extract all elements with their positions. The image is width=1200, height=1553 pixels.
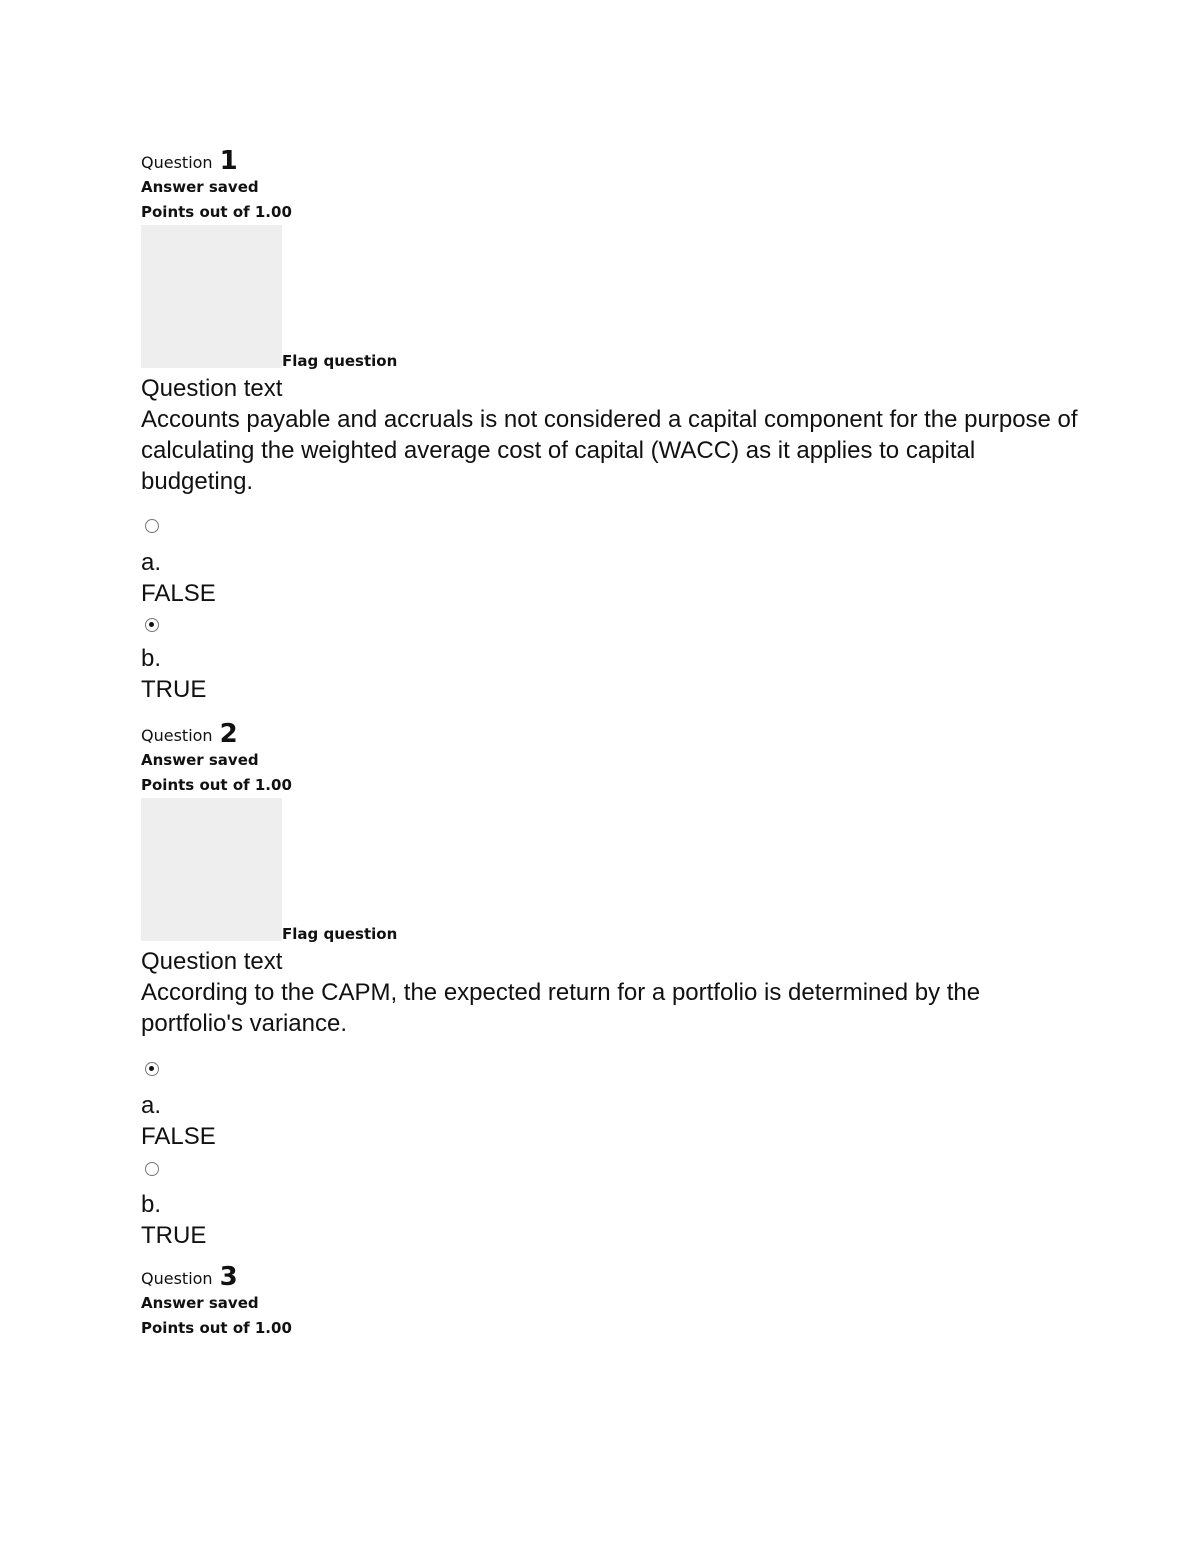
- radio-button-selected[interactable]: [145, 618, 159, 632]
- question-text: According to the CAPM, the expected return for a portfolio is determined by the portfolio's variance.: [141, 979, 981, 1037]
- question-points: Points out of 1.00: [141, 203, 292, 221]
- option-a[interactable]: [141, 519, 1081, 609]
- question-text-heading: Question text: [141, 948, 283, 975]
- question-number: 2: [219, 719, 238, 749]
- question-label: Question: [141, 153, 213, 172]
- flag-icon[interactable]: [141, 798, 282, 941]
- flag-question-label[interactable]: Flag question: [282, 352, 398, 370]
- question-heading: [141, 1262, 292, 1292]
- question-1: [141, 146, 1081, 705]
- question-text-heading: Question text: [141, 375, 283, 402]
- answer-options: [141, 1062, 1081, 1251]
- radio-button-selected[interactable]: [145, 1062, 159, 1076]
- question-3: [141, 1262, 292, 1341]
- option-b[interactable]: [141, 1162, 1081, 1251]
- question-points: Points out of 1.00: [141, 776, 292, 794]
- option-letter: a.: [141, 1092, 162, 1119]
- option-text: FALSE: [141, 580, 216, 607]
- option-text: TRUE: [141, 1222, 207, 1249]
- radio-button[interactable]: [145, 519, 159, 533]
- option-text: TRUE: [141, 676, 207, 703]
- flag-question-label[interactable]: Flag question: [282, 925, 398, 943]
- question-number: 1: [219, 146, 238, 176]
- question-status: Answer saved: [141, 178, 259, 196]
- flag-question-control[interactable]: [141, 798, 1081, 941]
- question-label: Question: [141, 726, 213, 745]
- flag-icon[interactable]: [141, 225, 282, 368]
- option-letter: b.: [141, 1191, 162, 1218]
- question-heading: [141, 146, 1081, 176]
- question-heading: [141, 719, 1081, 749]
- question-2: [141, 719, 1081, 1251]
- option-letter: b.: [141, 645, 162, 672]
- radio-button[interactable]: [145, 1162, 159, 1176]
- answer-options: [141, 519, 1081, 705]
- option-b[interactable]: [141, 618, 1081, 705]
- option-a[interactable]: [141, 1062, 1081, 1152]
- question-status: Answer saved: [141, 1294, 259, 1312]
- option-letter: a.: [141, 549, 162, 576]
- question-text: Accounts payable and accruals is not considered a capital component for the purpose of calculating the weighted average cost of capital (WACC) as it applies to capital budgeting.: [141, 406, 1078, 495]
- question-points: Points out of 1.00: [141, 1319, 292, 1337]
- question-status: Answer saved: [141, 751, 259, 769]
- flag-question-control[interactable]: [141, 225, 1081, 368]
- option-text: FALSE: [141, 1123, 216, 1150]
- question-number: 3: [219, 1262, 238, 1292]
- question-label: Question: [141, 1269, 213, 1288]
